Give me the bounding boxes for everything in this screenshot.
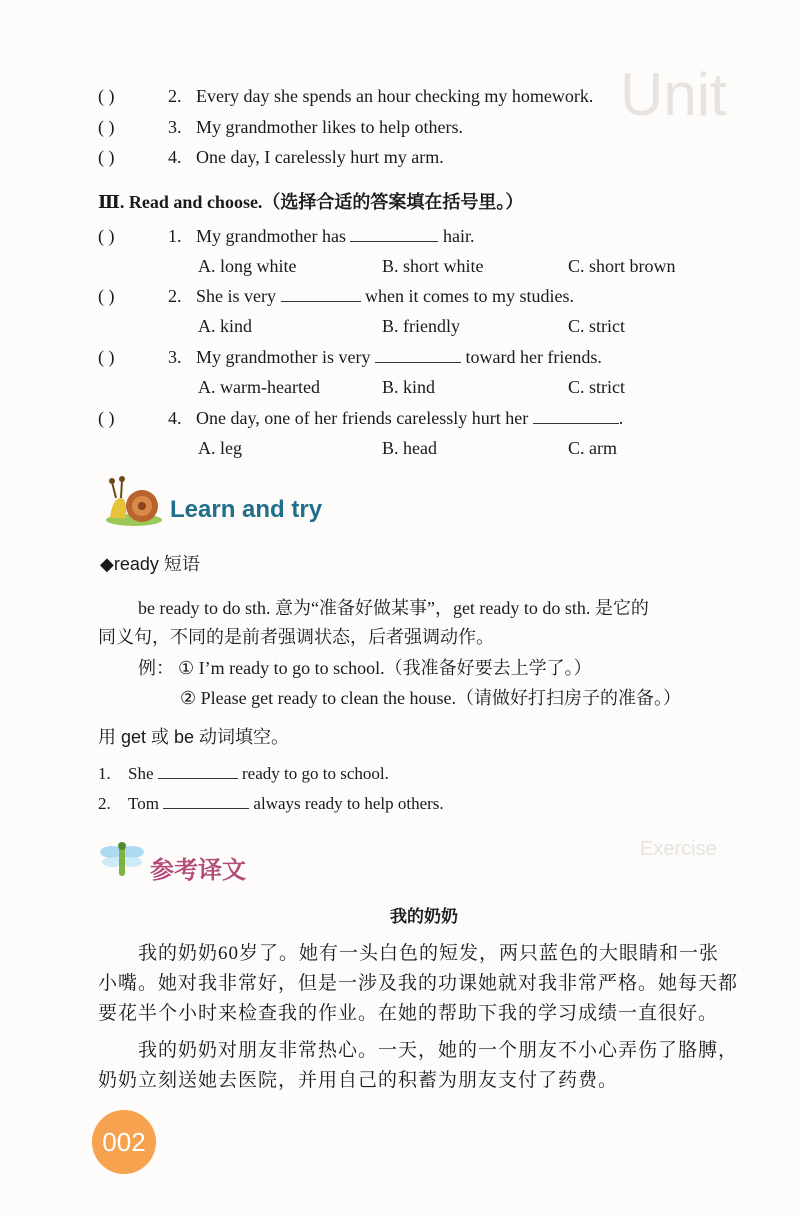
- answer-paren[interactable]: ( ): [98, 408, 115, 428]
- option-b[interactable]: B. short white: [382, 256, 484, 276]
- answer-paren[interactable]: ( ): [98, 117, 115, 137]
- s2-item-3: ( ) 3. My grandmother likes to help others.: [98, 117, 463, 137]
- fill-q1: 1. She ready to go to school.: [98, 764, 389, 783]
- reference-line: 我的奶奶60岁了。她有一头白色的短发，两只蓝色的大眼睛和一张: [138, 943, 720, 964]
- option-c[interactable]: C. strict: [568, 316, 625, 336]
- option-c[interactable]: C. strict: [568, 377, 625, 397]
- s3-item-1: ( ) 1. My grandmother has hair.: [98, 226, 475, 246]
- example-1: ① I’m ready to go to school.（我准备好要去上学了。）: [178, 658, 592, 678]
- learn-para-2: 同义句，不同的是前者强调状态，后者强调动作。: [98, 627, 494, 647]
- s2-item-4: ( ) 4. One day, I carelessly hurt my arm.: [98, 147, 444, 167]
- answer-paren[interactable]: ( ): [98, 86, 115, 106]
- option-a[interactable]: A. leg: [198, 438, 242, 458]
- fill-q2: 2. Tom always ready to help others.: [98, 794, 444, 813]
- section3-heading: Ⅲ. Read and choose.（选择合适的答案填在括号里。）: [98, 192, 524, 212]
- s3-item-2: ( ) 2. She is very when it comes to my studies.: [98, 286, 574, 306]
- learn-para-1: be ready to do sth. 意为“准备好做某事”，get ready to do sth. 是它的: [138, 598, 649, 618]
- reference-line: 要花半个小时来检查我的作业。在她的帮助下我的学习成绩一直很好。: [98, 1003, 719, 1024]
- show-through-unit: Unit: [620, 61, 727, 128]
- blank[interactable]: [533, 409, 619, 424]
- option-a[interactable]: A. long white: [198, 256, 297, 276]
- example-label: 例：: [138, 658, 174, 678]
- reference-title: 参考译文: [150, 858, 246, 884]
- example-2: ② Please get ready to clean the house.（请做好打扫房子的准备。）: [180, 688, 682, 708]
- s2-item-2: ( ) 2. Every day she spends an hour checking my homework.: [98, 86, 594, 106]
- blank[interactable]: [158, 764, 238, 779]
- s3-item-3: ( ) 3. My grandmother is very toward her friends.: [98, 347, 602, 367]
- option-c[interactable]: C. short brown: [568, 256, 676, 276]
- option-b[interactable]: B. kind: [382, 377, 436, 397]
- option-c[interactable]: C. arm: [568, 438, 617, 458]
- page-number: 002: [92, 1110, 156, 1174]
- reference-heading: 我的奶奶: [390, 907, 458, 926]
- fill-task: 用 get 或 be 动词填空。: [98, 727, 290, 747]
- dragonfly-icon: [98, 840, 146, 880]
- answer-paren[interactable]: ( ): [98, 147, 115, 167]
- reference-line: 奶奶立刻送她去医院，并用自己的积蓄为朋友支付了药费。: [98, 1070, 619, 1091]
- blank[interactable]: [350, 227, 438, 242]
- answer-paren[interactable]: ( ): [98, 347, 115, 367]
- option-b[interactable]: B. head: [382, 438, 437, 458]
- reference-line: 我的奶奶对朋友非常热心。一天，她的一个朋友不小心弄伤了胳膊，: [138, 1040, 739, 1061]
- blank[interactable]: [281, 287, 361, 302]
- ready-subheading: ◆ready 短语: [100, 554, 200, 574]
- learn-and-try-title: Learn and try: [170, 496, 323, 523]
- reference-line: 小嘴。她对我非常好，但是一涉及我的功课她就对我非常严格。她每天都: [98, 973, 739, 994]
- blank[interactable]: [163, 794, 249, 809]
- answer-paren[interactable]: ( ): [98, 286, 115, 306]
- snail-icon: [104, 474, 166, 530]
- option-a[interactable]: A. kind: [198, 316, 252, 336]
- option-a[interactable]: A. warm-hearted: [198, 377, 320, 397]
- option-b[interactable]: B. friendly: [382, 316, 460, 336]
- s3-item-4: ( ) 4. One day, one of her friends carelessly hurt her .: [98, 408, 624, 428]
- answer-paren[interactable]: ( ): [98, 226, 115, 246]
- blank[interactable]: [375, 348, 461, 363]
- show-through-exercise: Exercise: [640, 838, 717, 860]
